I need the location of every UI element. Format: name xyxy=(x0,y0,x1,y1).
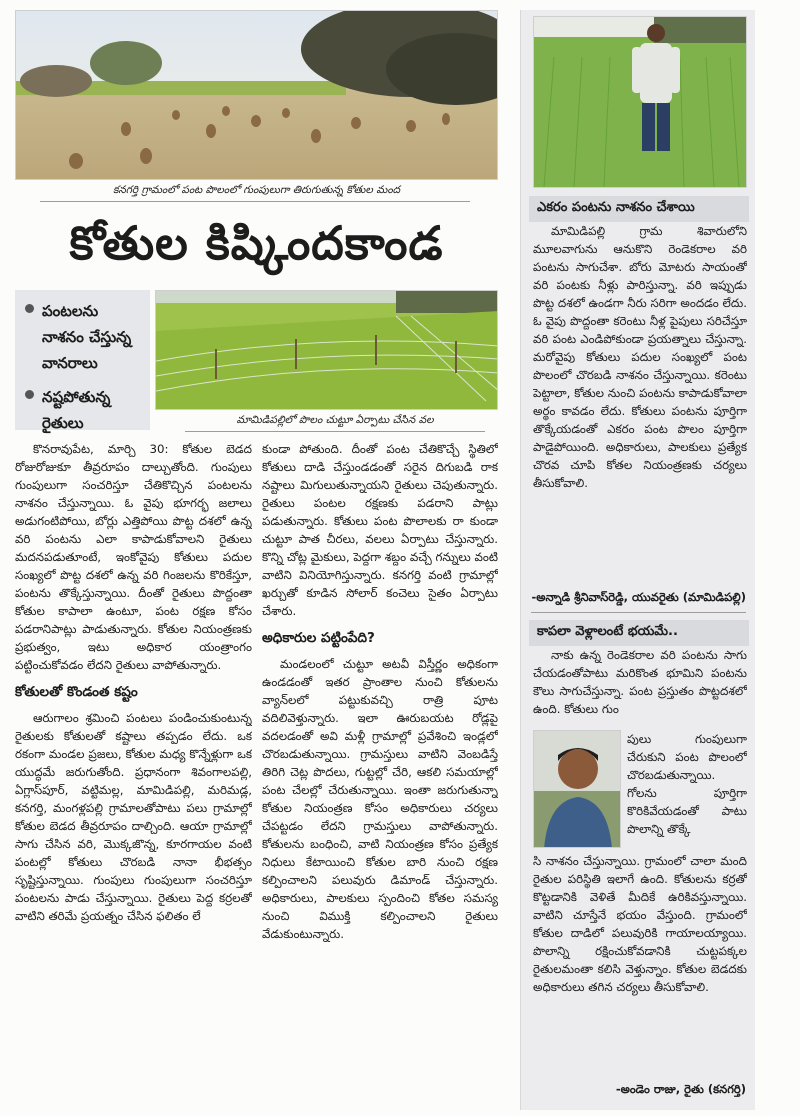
caption-divider xyxy=(185,431,485,432)
sidebar-quote-2-wrap xyxy=(627,730,747,850)
article-paragraph: కొనరావుపేట, మార్చి 30: కోతుల బెడద రోజురోజుకూ తీవ్రరూపం దాల్చుతోంది. గుంపులు గుంపులుగా సంచరిస్తూ చేతికొచ్చిన పంటలను నాశనం చేస్తున్నాయి. ఓ వైపు భూగర్భ జలాలు అడుగంటిపోయి, బోర్లు ఎత్తిపోయి పొట్ట దశలో ఉన్న వరి పంటను ఎలా కాపాడుకోవాలని రైతులు మదనపడుతూంటే, ఇంకోవైపు కోతులు పదుల సంఖ్యలో పొట్ట దశలో ఉన్న వరి గింజలను కొరికేస్తూ, పంటను తొక్కేస్తున్నాయి. దీంతో రైతులు పొద్దంతా కోతుల కాపాలా ఉంటూ, పంట రక్షణ కోసం పడరానిపాట్లు పాడుతున్నారు. కోతుల నియంత్రణకు ప్రభుత్వం, ఇటు అధికార యంత్రాంగం పట్టించుకోవడం లేదని రైతులు వాపోతున్నారు. xyxy=(15,442,252,672)
field-net-photo xyxy=(155,290,498,410)
quote-text: నాకు ఉన్న రెండెకరాల వరి పంటను సాగు చేయడంతోపాటు మరికొంత భూమిని పంటను కౌలు సాగుచేస్తున్నా. పంట ప్రస్తుతం పొట్టదశలో ఉంది. కోతులు గుం xyxy=(533,648,747,716)
quote-text: పులు గుంపులుగా చేరుకుని పంట పొలంలో చొరబడుతున్నాయి. గోలను పూర్తిగా కొరికివేయడంతో పాటు పొలాన్ని తొక్కే xyxy=(627,732,747,836)
farmer-portrait-illustration xyxy=(534,731,621,848)
article-paragraph: కుండా పోతుంది. దీంతో పంట చేతికొచ్చే స్థితిలో కోతులు దాడి చేస్తుండడంతో సరైన దిగుబడి రాక నష్టాలు మిగులుతున్నాయని రైతులు చెపుతున్నారు. రైతులు పంటల రక్షణకు పడరాని పాట్లు పడుతున్నారు. కోతులు పంట పొలాలకు రా కుండా చుట్టూ పాత చీరలు, వలలు ఏర్పాటు చేస్తున్నారు. కొన్ని చోట్ల మైకులు, పెద్దగా శబ్దం వచ్చే గన్నులు వంటి వాటిని వినియోగిస్తున్నారు. కనగర్తి వంటి గ్రామాల్లో ఖర్చుతో కూడిన సోలార్ కంచెలు సైతం ఏర్పాటు చేశారు. xyxy=(262,442,498,618)
sidebar-heading-2: కాపలా వెళ్లాలంటే భయమే.. xyxy=(529,620,749,646)
bullet-text: నష్టపోతున్న రైతులు xyxy=(42,388,111,432)
field-net-illustration xyxy=(156,291,498,410)
sidebar-divider xyxy=(531,612,746,613)
sidebar-quote-1 xyxy=(533,222,747,496)
monkeys-field-photo xyxy=(15,10,498,180)
subheading: అధికారుల పట్టింపేది? xyxy=(262,630,375,646)
farmer-photo xyxy=(533,16,747,188)
top-photo-caption: కనగర్తి గ్రామంలో పంట పొలంలో గుంపులుగా తిరుగుతున్న కోతుల మంద xyxy=(112,184,401,196)
article-paragraph: ఆరుగాలం శ్రమించి పంటలు పండించుకుంటున్న రైతులకు కోతులతో కష్టాలు తప్పడం లేదు. ఒక రకంగా మండల ప్రజలు, కోతుల మధ్య కొన్నేళ్లుగా ఒక యుద్ధమే జరుగుతోంది. ప్రధానంగా శివంగాలపల్లి, ఏగ్లాస్‌పూర్, వట్టిమల్ల, మామిడిపల్లి, మరిమడ్ల, కనగర్తి, మంగళ్లపల్లి గ్రామాలతోపాటు పలు గ్రామాల్లో కోతుల బెడద తీవ్రరూపం దాల్చింది. ఆయా గ్రామాల్లో సాగు చేసిన వరి, మొక్కజొన్న, కూరగాయల వంటి పంటల్లో కోతులు చొరబడి నానా భీభత్సం సృష్టిస్తున్నాయి. గుంపులు గుంపులుగా సంచరిస్తూ పంటలను పాడు చేస్తున్నాయి. రైతులు పెద్ద కర్రలతో వాటిని తరిమే ప్రయత్నం చేసిన ఫలితం లే xyxy=(15,711,252,923)
caption-divider xyxy=(40,201,470,202)
quote-signature-1: -అన్నాడి శ్రీనివాస్‌రెడ్డి, యువరైతు (మామిడిపల్లి) xyxy=(531,590,746,604)
sidebar-quote-2-intro xyxy=(533,646,747,722)
article-paragraph: మండలంలో చుట్టూ అటవీ విస్తీర్ణం అధికంగా ఉండడంతో ఇతర ప్రాంతాల నుంచి కోతులను వ్యాన్‌లలో పట్టుకువచ్చి రాత్రి పూట వదిలివెళ్తున్నారు. ఇలా ఊరుబయట రోడ్లపై వదలడంతో అవి మళ్లీ గ్రామాల్లో ప్రవేశించి ఇండ్లలో చొరబడుతున్నాయి. గ్రామస్తులు వాటిని వెంబడిస్తే తిరిగి చెట్ల పొదలు, గుట్టల్లో చేరి, ఆకలి సమయాల్లో పంట చేలల్లో చేరుతున్నాయి. ఇంతా జరుగుతున్నా కోతుల నియంత్రణ కోసం అధికారులు చర్యలు చేపట్టడం లేదని గ్రామస్తులు వాపోతున్నారు. కోతులను బంధించి, వాటి నియంత్రణ కోసం ప్రత్యేక నిధులు కేటాయించి కోతుల బారి నుంచి రక్షణ కల్పించాలని పలువురు డిమాండ్ చేస్తున్నారు. అధికారులు, పాలకులు స్పందించి కోతల సమస్య నుంచి విముక్తి కల్పించాలని రైతులు వేడుకుంటున్నారు. xyxy=(262,657,498,941)
sidebar-heading-1: ఎకరం పంటను నాశనం చేశాయి xyxy=(529,196,749,222)
bullet-dot-icon xyxy=(25,304,34,313)
farmer-portrait-photo xyxy=(533,730,621,848)
subheading: కోతులతో కొండంత కష్టం xyxy=(15,684,138,700)
headline: కోతుల కిష్కిందకాండ xyxy=(69,216,444,270)
field-photo-caption: మామిడిపల్లిలో పొలం చుట్టూ ఏర్పాటు చేసిన వల xyxy=(236,414,434,426)
quote-signature-2: -అండెం రాజు, రైతు (కనగర్తి) xyxy=(615,1082,746,1096)
article-column-2 xyxy=(262,440,498,1110)
quote-text: సి నాశనం చేస్తున్నాయి. గ్రామంలో చాలా మంది రైతుల పరిస్థితి ఇలాగే ఉంది. కోతులను కర్రతో కొట్టడానికి వెళితే మీదికే ఉరికివస్తున్నాయి. వాటిని చూస్తేనే భయం వేస్తుంది. గ్రామంలో కోతుల దాడిలో పలువురికి గాయాలయ్యాయి. పొలాన్ని రక్షించుకోవడానికి చుట్టపక్కల రైతులమంతా కలిసి వెళ్తున్నాం. కోతుల బెడదకు అధికారులు తగిన చర్యలు తీసుకోవాలి. xyxy=(533,854,747,994)
article-column-1 xyxy=(15,440,252,1110)
bullet-box xyxy=(15,290,150,430)
sidebar xyxy=(520,10,755,1110)
sidebar-quote-2-rest xyxy=(533,852,747,1072)
monkeys-field-illustration xyxy=(16,11,498,180)
bullet-item xyxy=(25,298,144,376)
bullet-dot-icon xyxy=(25,390,34,399)
bullet-item xyxy=(25,384,144,436)
bullet-text: పంటలను నాశనం చేస్తున్న వానరాలు xyxy=(42,302,132,372)
farmer-in-field-illustration xyxy=(534,17,747,188)
quote-text: మామిడిపల్లి గ్రామ శివారులోని మూలవాగును ఆనుకొని రెండెకరాల వరి పంటను సాగుచేశా. బోరు మోటరు సాయంతో వరి పంటకు నీళ్లు పారిస్తున్నా. వరి ఇప్పుడు పొట్ట దశలో ఉండగా నీరు సరిగా అందడం లేదు. ఓ వైపు పొద్దంతా కరెంటు నీళ్ల పైపులు సరిచేస్తూ వరి పంట ఎండిపోకుండా ప్రయత్నాలు చేస్తున్నా. మరోవైపు కోతులు పదుల సంఖ్యలో పంట పొలంలో చొరబడి నాశనం చేస్తున్నాయి. కరెంటు పెట్టాలా, కోతుల నుంచి పంటను కాపాడుకోవాలా అర్థం కావడం లేదు. కోతులు పంటను పూర్తిగా తొక్కేయడంతో ఎకరం పంట పొలం పూర్తిగా పాడైపోయింది. అధికారులు, పాలకులు ప్రత్యేక చొరవ చూపి కోతల నియంత్రణకు చర్యలు తీసుకోవాలి. xyxy=(533,224,747,490)
